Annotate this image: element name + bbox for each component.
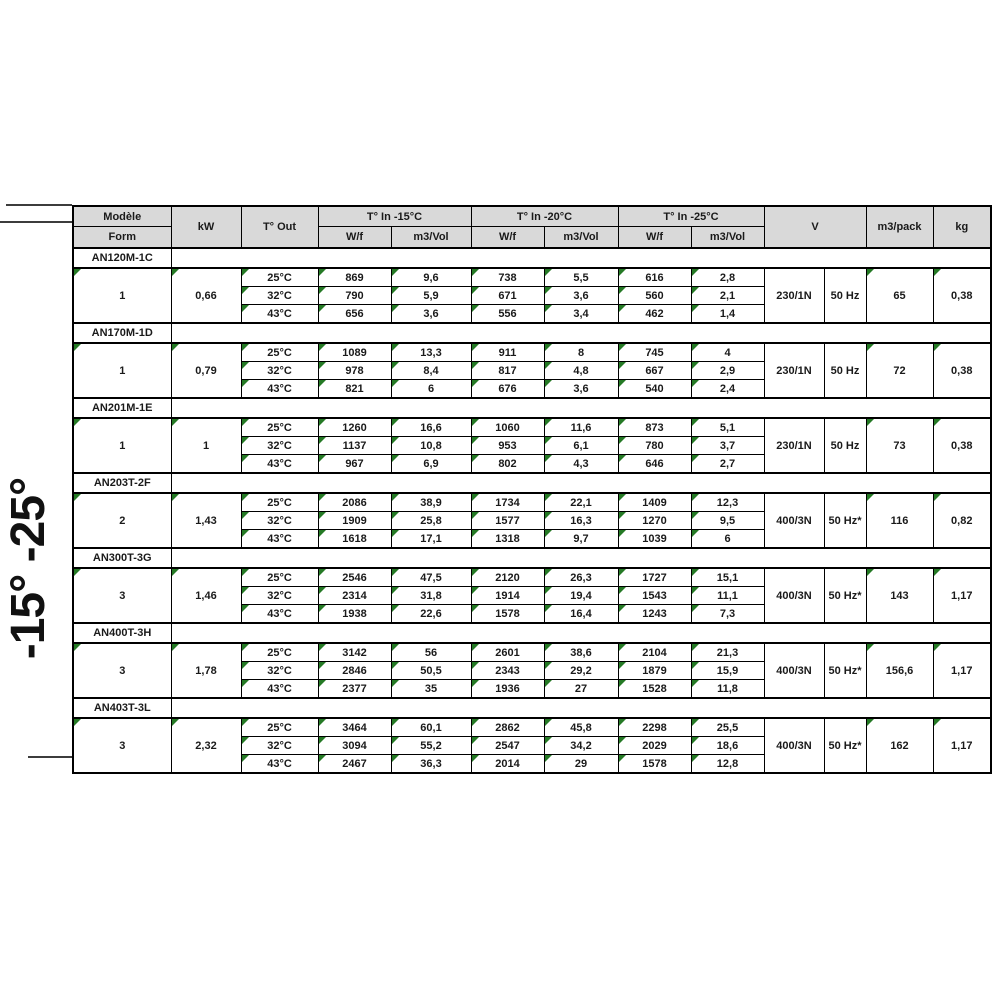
m3vol-value: 55,2	[391, 737, 471, 755]
wf-value: 3094	[318, 737, 391, 755]
gridline-stub-upper	[0, 221, 72, 223]
m3vol-value: 2,1	[691, 287, 764, 305]
header-voltage: V	[764, 206, 866, 248]
form-value: 2	[73, 493, 171, 548]
m3vol-value: 13,3	[391, 343, 471, 362]
model-row	[73, 548, 991, 568]
tout-value: 43°C	[241, 755, 318, 774]
wf-value: 1089	[318, 343, 391, 362]
m3pack-value: 116	[866, 493, 933, 548]
wf-value: 1914	[471, 587, 544, 605]
kw-value: 0,79	[171, 343, 241, 398]
wf-value: 2104	[618, 643, 691, 662]
m3vol-value: 11,6	[544, 418, 618, 437]
m3vol-value: 10,8	[391, 437, 471, 455]
tout-value: 32°C	[241, 437, 318, 455]
m3vol-value: 2,9	[691, 362, 764, 380]
wf-value: 2014	[471, 755, 544, 774]
tout-value: 43°C	[241, 605, 318, 624]
wf-value: 873	[618, 418, 691, 437]
wf-value: 967	[318, 455, 391, 474]
m3vol-value: 4	[691, 343, 764, 362]
model-name-cell: AN403T-3L	[73, 698, 171, 718]
model-row	[73, 248, 991, 268]
m3vol-value: 21,3	[691, 643, 764, 662]
wf-value: 2467	[318, 755, 391, 774]
wf-value: 1936	[471, 680, 544, 699]
m3vol-value: 8,4	[391, 362, 471, 380]
wf-value: 780	[618, 437, 691, 455]
wf-value: 1938	[318, 605, 391, 624]
m3vol-value: 3,6	[544, 287, 618, 305]
model-row	[73, 698, 991, 718]
m3vol-value: 22,1	[544, 493, 618, 512]
tout-value: 25°C	[241, 493, 318, 512]
wf-value: 1578	[618, 755, 691, 774]
m3vol-value: 3,7	[691, 437, 764, 455]
m3vol-value: 7,3	[691, 605, 764, 624]
kw-value: 1	[171, 418, 241, 473]
wf-value: 1879	[618, 662, 691, 680]
m3vol-value: 6,1	[544, 437, 618, 455]
wf-value: 540	[618, 380, 691, 399]
wf-value: 2343	[471, 662, 544, 680]
m3vol-value: 15,9	[691, 662, 764, 680]
wf-value: 1137	[318, 437, 391, 455]
m3vol-value: 35	[391, 680, 471, 699]
header-m3pack: m3/pack	[866, 206, 933, 248]
m3vol-value: 60,1	[391, 718, 471, 737]
m3vol-value: 16,4	[544, 605, 618, 624]
model-row-filler	[171, 473, 991, 493]
m3vol-value: 16,6	[391, 418, 471, 437]
table-row	[73, 643, 991, 662]
wf-value: 1270	[618, 512, 691, 530]
wf-value: 671	[471, 287, 544, 305]
wf-value: 2086	[318, 493, 391, 512]
m3vol-value: 12,3	[691, 493, 764, 512]
table-row	[73, 343, 991, 362]
wf-value: 1909	[318, 512, 391, 530]
voltage-value: 400/3N	[764, 643, 824, 698]
kg-value: 1,17	[933, 568, 991, 623]
m3vol-value: 25,5	[691, 718, 764, 737]
m3vol-value: 17,1	[391, 530, 471, 549]
form-value: 1	[73, 418, 171, 473]
kw-value: 1,46	[171, 568, 241, 623]
m3vol-value: 2,7	[691, 455, 764, 474]
temperature-range-side-label: -15° -25°	[2, 477, 56, 659]
wf-value: 911	[471, 343, 544, 362]
wf-value: 646	[618, 455, 691, 474]
model-name-cell: AN300T-3G	[73, 548, 171, 568]
kg-value: 0,38	[933, 268, 991, 323]
tout-value: 43°C	[241, 530, 318, 549]
frequency-value: 50 Hz	[824, 343, 866, 398]
frequency-value: 50 Hz*	[824, 493, 866, 548]
model-row	[73, 323, 991, 343]
voltage-value: 400/3N	[764, 493, 824, 548]
tout-value: 25°C	[241, 268, 318, 287]
kw-value: 2,32	[171, 718, 241, 773]
m3vol-value: 8	[544, 343, 618, 362]
m3vol-value: 29,2	[544, 662, 618, 680]
model-name-cell: AN203T-2F	[73, 473, 171, 493]
header-form: Form	[73, 227, 171, 249]
m3vol-value: 29	[544, 755, 618, 774]
model-name-cell: AN170M-1D	[73, 323, 171, 343]
tout-value: 43°C	[241, 305, 318, 324]
wf-value: 1528	[618, 680, 691, 699]
m3vol-value: 3,6	[544, 380, 618, 399]
wf-value: 462	[618, 305, 691, 324]
header-m3vol: m3/Vol	[691, 227, 764, 249]
model-name-cell: AN201M-1E	[73, 398, 171, 418]
header-tout: T° Out	[241, 206, 318, 248]
header-tin-20: T° In -20°C	[471, 206, 618, 227]
wf-value: 1727	[618, 568, 691, 587]
frequency-value: 50 Hz*	[824, 718, 866, 773]
m3vol-value: 18,6	[691, 737, 764, 755]
tout-value: 32°C	[241, 662, 318, 680]
tout-value: 32°C	[241, 587, 318, 605]
wf-value: 1543	[618, 587, 691, 605]
tout-value: 43°C	[241, 455, 318, 474]
kw-value: 1,43	[171, 493, 241, 548]
m3vol-value: 9,5	[691, 512, 764, 530]
model-name-cell: AN400T-3H	[73, 623, 171, 643]
wf-value: 802	[471, 455, 544, 474]
m3pack-value: 162	[866, 718, 933, 773]
wf-value: 1578	[471, 605, 544, 624]
wf-value: 745	[618, 343, 691, 362]
wf-value: 556	[471, 305, 544, 324]
m3vol-value: 38,6	[544, 643, 618, 662]
model-row-filler	[171, 398, 991, 418]
kg-value: 0,38	[933, 418, 991, 473]
model-row-filler	[171, 323, 991, 343]
m3vol-value: 9,6	[391, 268, 471, 287]
m3vol-value: 16,3	[544, 512, 618, 530]
m3vol-value: 11,1	[691, 587, 764, 605]
voltage-value: 400/3N	[764, 718, 824, 773]
voltage-value: 230/1N	[764, 418, 824, 473]
m3vol-value: 4,8	[544, 362, 618, 380]
m3vol-value: 50,5	[391, 662, 471, 680]
kg-value: 1,17	[933, 643, 991, 698]
voltage-value: 230/1N	[764, 268, 824, 323]
wf-value: 1318	[471, 530, 544, 549]
header-m3vol: m3/Vol	[391, 227, 471, 249]
m3vol-value: 2,4	[691, 380, 764, 399]
model-row	[73, 623, 991, 643]
wf-value: 1260	[318, 418, 391, 437]
m3vol-value: 4,3	[544, 455, 618, 474]
header-wf: W/f	[618, 227, 691, 249]
voltage-value: 400/3N	[764, 568, 824, 623]
form-value: 3	[73, 568, 171, 623]
tout-value: 32°C	[241, 287, 318, 305]
wf-value: 817	[471, 362, 544, 380]
wf-value: 2298	[618, 718, 691, 737]
wf-value: 560	[618, 287, 691, 305]
table-row	[73, 268, 991, 287]
kw-value: 1,78	[171, 643, 241, 698]
m3vol-value: 3,4	[544, 305, 618, 324]
m3vol-value: 47,5	[391, 568, 471, 587]
wf-value: 1577	[471, 512, 544, 530]
form-value: 1	[73, 268, 171, 323]
frequency-value: 50 Hz	[824, 418, 866, 473]
m3vol-value: 25,8	[391, 512, 471, 530]
m3vol-value: 34,2	[544, 737, 618, 755]
table-row	[73, 718, 991, 737]
wf-value: 869	[318, 268, 391, 287]
model-row-filler	[171, 623, 991, 643]
wf-value: 1039	[618, 530, 691, 549]
wf-value: 2862	[471, 718, 544, 737]
wf-value: 2546	[318, 568, 391, 587]
m3vol-value: 36,3	[391, 755, 471, 774]
m3pack-value: 73	[866, 418, 933, 473]
wf-value: 616	[618, 268, 691, 287]
tout-value: 32°C	[241, 737, 318, 755]
voltage-value: 230/1N	[764, 343, 824, 398]
tout-value: 25°C	[241, 418, 318, 437]
wf-value: 1243	[618, 605, 691, 624]
wf-value: 2314	[318, 587, 391, 605]
spec-table	[72, 205, 992, 774]
header-modele: Modèle	[73, 206, 171, 227]
m3vol-value: 15,1	[691, 568, 764, 587]
m3pack-value: 143	[866, 568, 933, 623]
m3vol-value: 11,8	[691, 680, 764, 699]
wf-value: 978	[318, 362, 391, 380]
header-tin-15: T° In -15°C	[318, 206, 471, 227]
m3vol-value: 1,4	[691, 305, 764, 324]
wf-value: 2029	[618, 737, 691, 755]
wf-value: 656	[318, 305, 391, 324]
header-tin-25: T° In -25°C	[618, 206, 764, 227]
header-wf: W/f	[471, 227, 544, 249]
m3vol-value: 45,8	[544, 718, 618, 737]
header-m3vol: m3/Vol	[544, 227, 618, 249]
form-value: 3	[73, 643, 171, 698]
wf-value: 2377	[318, 680, 391, 699]
m3vol-value: 38,9	[391, 493, 471, 512]
m3pack-value: 156,6	[866, 643, 933, 698]
wf-value: 1618	[318, 530, 391, 549]
m3pack-value: 65	[866, 268, 933, 323]
m3vol-value: 22,6	[391, 605, 471, 624]
m3vol-value: 19,4	[544, 587, 618, 605]
table-row	[73, 493, 991, 512]
wf-value: 821	[318, 380, 391, 399]
kg-value: 0,38	[933, 343, 991, 398]
wf-value: 2547	[471, 737, 544, 755]
wf-value: 1734	[471, 493, 544, 512]
wf-value: 790	[318, 287, 391, 305]
model-row-filler	[171, 548, 991, 568]
model-row-filler	[171, 248, 991, 268]
kg-value: 0,82	[933, 493, 991, 548]
wf-value: 1060	[471, 418, 544, 437]
m3vol-value: 3,6	[391, 305, 471, 324]
m3pack-value: 72	[866, 343, 933, 398]
header-kw: kW	[171, 206, 241, 248]
gridline-stub-top	[6, 204, 72, 206]
m3vol-value: 12,8	[691, 755, 764, 774]
header-kg: kg	[933, 206, 991, 248]
wf-value: 1409	[618, 493, 691, 512]
m3vol-value: 6,9	[391, 455, 471, 474]
table-row	[73, 568, 991, 587]
table-row	[73, 418, 991, 437]
frequency-value: 50 Hz*	[824, 643, 866, 698]
kg-value: 1,17	[933, 718, 991, 773]
wf-value: 676	[471, 380, 544, 399]
model-name-cell: AN120M-1C	[73, 248, 171, 268]
form-value: 1	[73, 343, 171, 398]
wf-value: 2601	[471, 643, 544, 662]
wf-value: 3464	[318, 718, 391, 737]
m3vol-value: 5,9	[391, 287, 471, 305]
form-value: 3	[73, 718, 171, 773]
m3vol-value: 31,8	[391, 587, 471, 605]
tout-value: 43°C	[241, 380, 318, 399]
wf-value: 3142	[318, 643, 391, 662]
m3vol-value: 6	[391, 380, 471, 399]
model-row	[73, 398, 991, 418]
m3vol-value: 27	[544, 680, 618, 699]
m3vol-value: 56	[391, 643, 471, 662]
frequency-value: 50 Hz	[824, 268, 866, 323]
model-row-filler	[171, 698, 991, 718]
tout-value: 25°C	[241, 718, 318, 737]
wf-value: 667	[618, 362, 691, 380]
m3vol-value: 9,7	[544, 530, 618, 549]
header-wf: W/f	[318, 227, 391, 249]
model-row	[73, 473, 991, 493]
tout-value: 25°C	[241, 343, 318, 362]
wf-value: 2120	[471, 568, 544, 587]
tout-value: 43°C	[241, 680, 318, 699]
tout-value: 25°C	[241, 643, 318, 662]
wf-value: 2846	[318, 662, 391, 680]
m3vol-value: 5,5	[544, 268, 618, 287]
m3vol-value: 26,3	[544, 568, 618, 587]
m3vol-value: 6	[691, 530, 764, 549]
kw-value: 0,66	[171, 268, 241, 323]
wf-value: 953	[471, 437, 544, 455]
m3vol-value: 5,1	[691, 418, 764, 437]
frequency-value: 50 Hz*	[824, 568, 866, 623]
gridline-stub-bottom	[28, 756, 72, 758]
tout-value: 32°C	[241, 362, 318, 380]
tout-value: 32°C	[241, 512, 318, 530]
wf-value: 738	[471, 268, 544, 287]
tout-value: 25°C	[241, 568, 318, 587]
m3vol-value: 2,8	[691, 268, 764, 287]
